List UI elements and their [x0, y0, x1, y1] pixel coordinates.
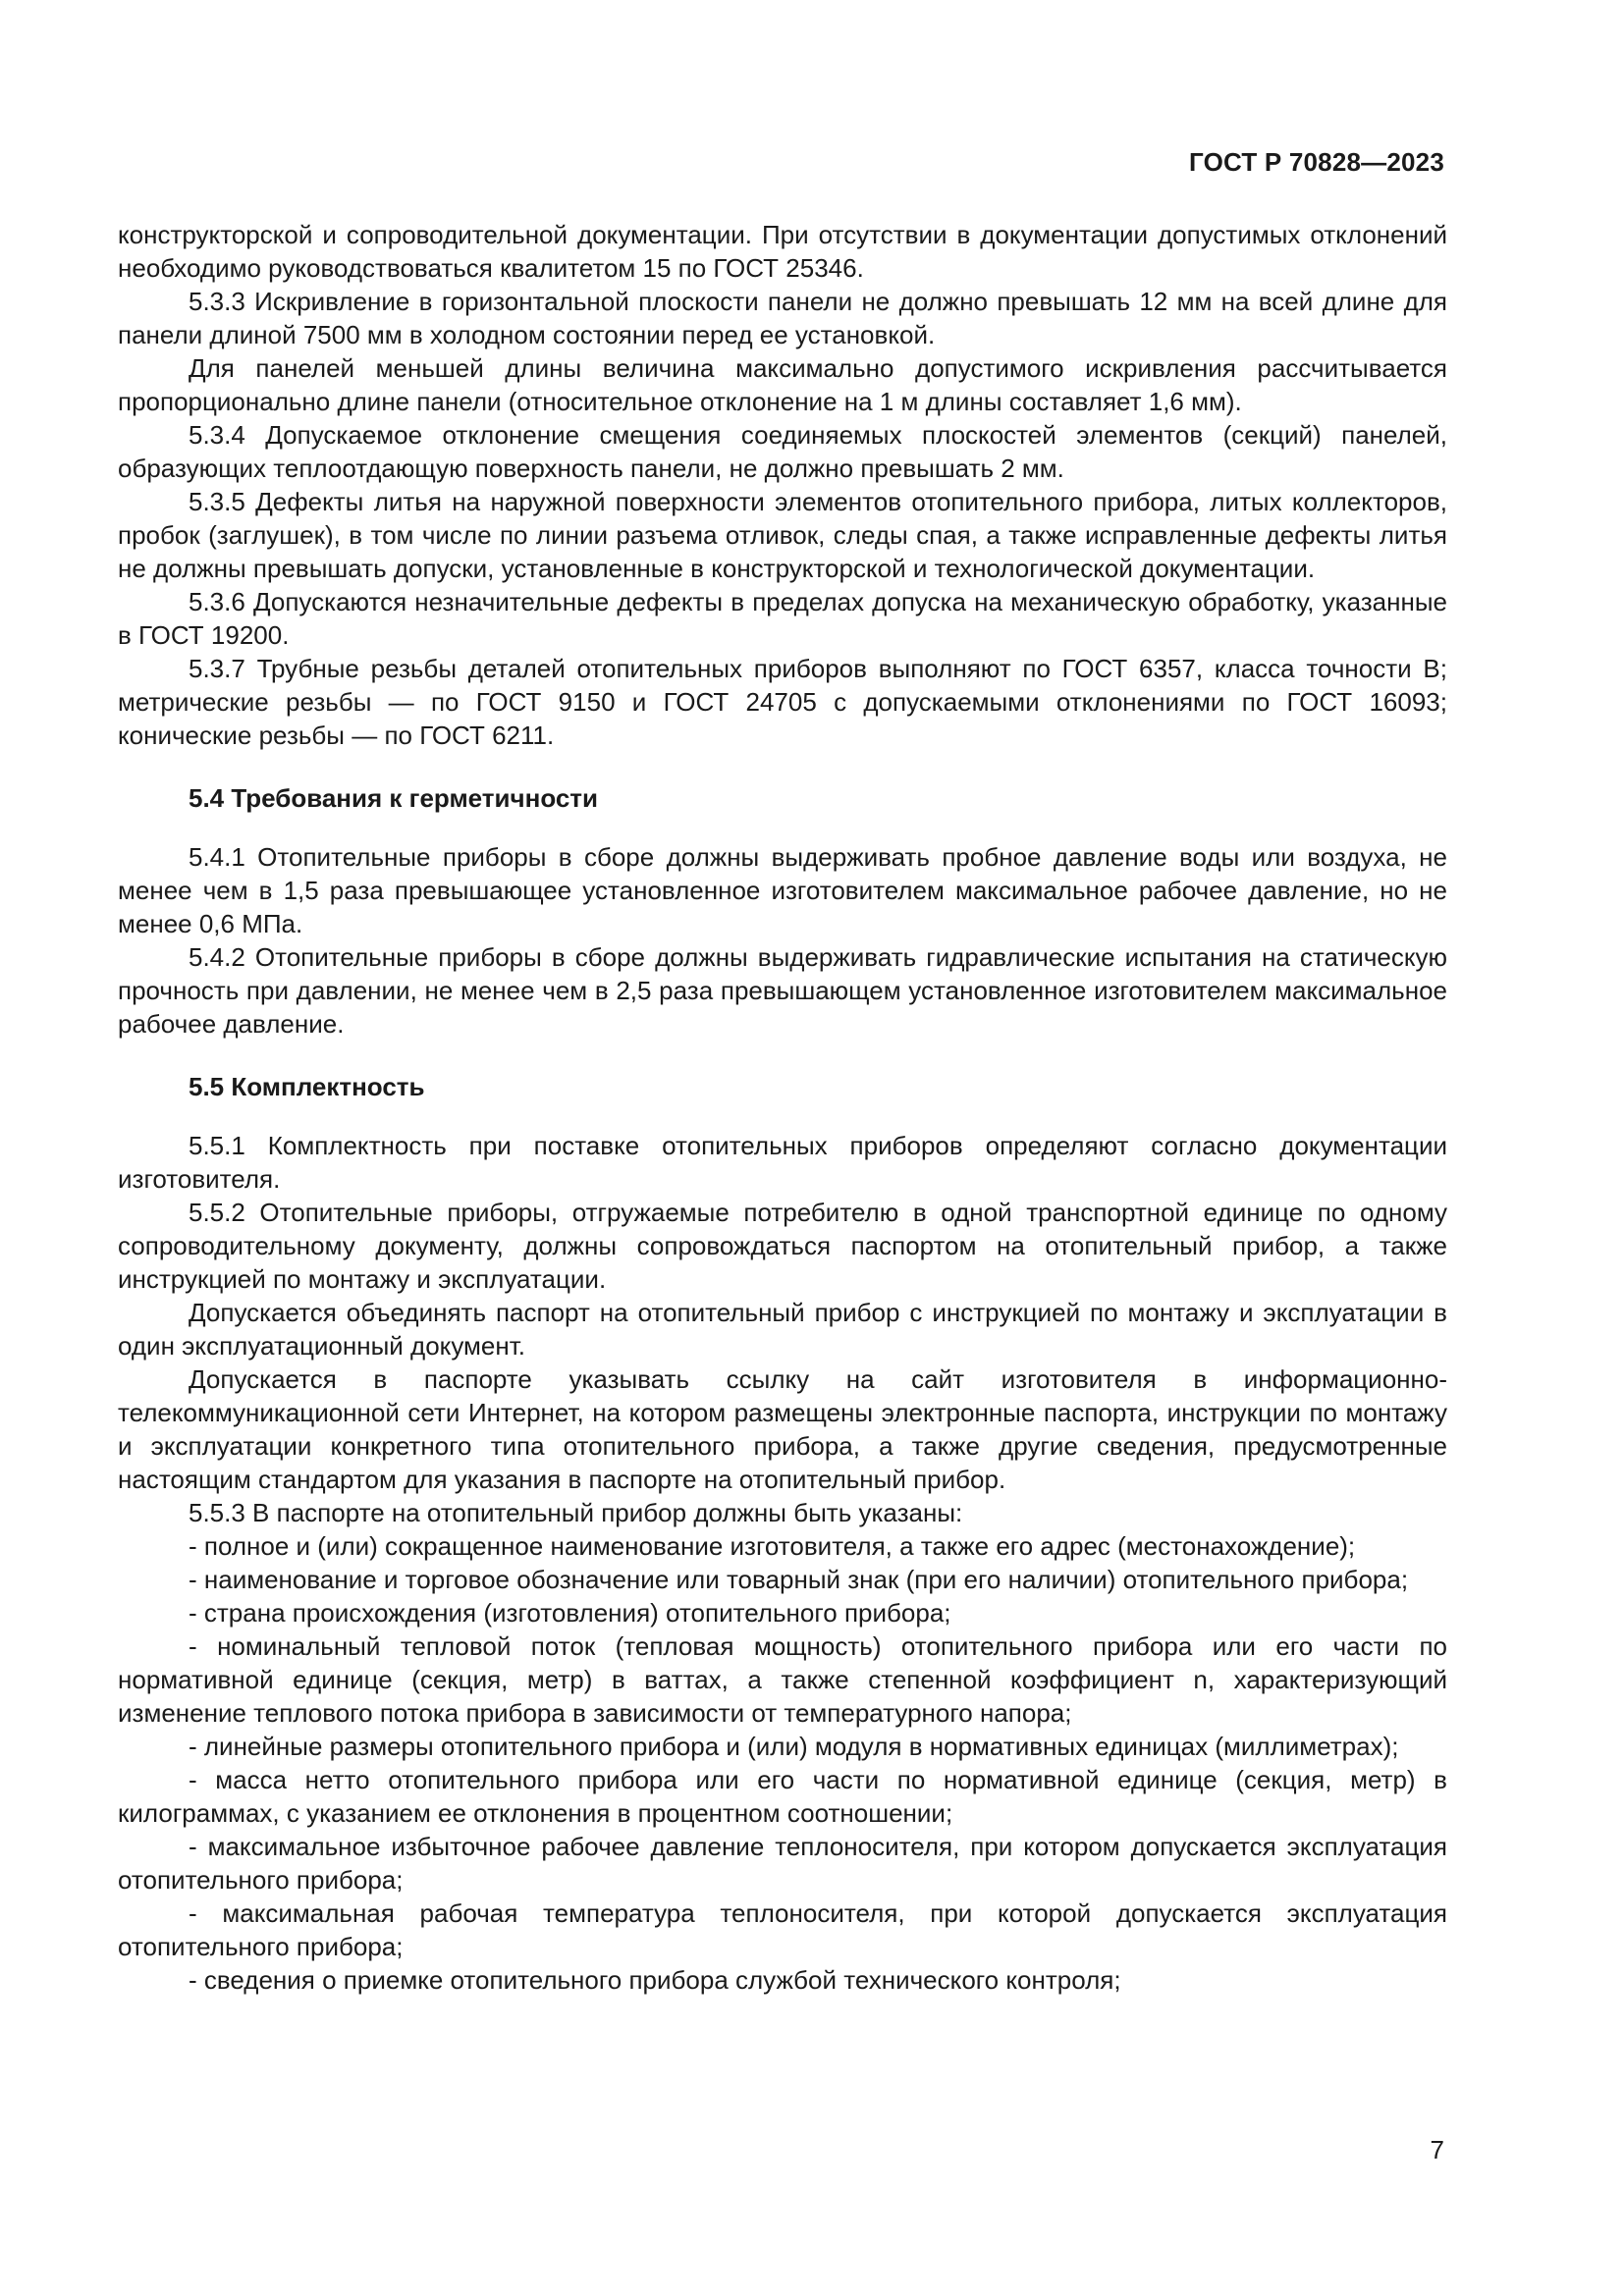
section-heading-5-4: 5.4 Требования к герметичности — [189, 783, 599, 813]
list-item: - максимальное избыточное рабочее давление теплоносителя, при котором допускается эксплуатация отопительного прибора; — [118, 1832, 1447, 1895]
clause-5-3-3-note: Для панелей меньшей длины величина максимально допустимого искривления рассчитывается пропорционально длине панели (относительное отклонение на 1 м длины составляет 1,6 мм). — [118, 353, 1447, 416]
clause-5-5-2: 5.5.2 Отопительные приборы, отгружаемые потребителю в одной транспортной единице по одному сопроводительному документу, должны сопровождаться паспортом на отопительный прибор, а также инструкцией по монтажу и эксплуатации. — [118, 1198, 1447, 1294]
clause-5-3-5: 5.3.5 Дефекты литья на наружной поверхности элементов отопительного прибора, литых коллекторов, пробок (заглушек), в том числе по линии разъема отливок, следы спая, а также исправленные дефекты литья не должны превышать допуски, установленные в конструкторской и технологической документации. — [118, 487, 1447, 583]
list-item: - сведения о приемке отопительного прибора службой технического контроля; — [189, 1965, 1121, 1995]
clause-5-5-2-note-2: Допускается в паспорте указывать ссылку на сайт изготовителя в информационно-телекоммуникационной сети Интернет, на котором размещены электронные паспорта, инструкции по монтажу и эксплуатации конкретного типа отопительного прибора, а также другие сведения, предусмотренные настоящим стандартом для указания в паспорте на отопительный прибор. — [118, 1364, 1447, 1494]
list-item: - наименование и торговое обозначение или товарный знак (при его наличии) отопительного прибора; — [189, 1565, 1409, 1594]
clause-5-3-6: 5.3.6 Допускаются незначительные дефекты в пределах допуска на механическую обработку, указанные в ГОСТ 19200. — [118, 587, 1447, 650]
clause-5-3-7: 5.3.7 Трубные резьбы деталей отопительных приборов выполняют по ГОСТ 6357, класса точности В; метрические резьбы — по ГОСТ 9150 и ГОСТ 24705 с допускаемыми отклонениями по ГОСТ 16093; конические резьбы — по ГОСТ 6211. — [118, 654, 1447, 750]
clause-5-4-2: 5.4.2 Отопительные приборы в сборе должны выдерживать гидравлические испытания на статическую прочность при давлении, не менее чем в 2,5 раза превышающем установленное изготовителем максимальное рабочее давление. — [118, 942, 1447, 1039]
clause-5-5-1: 5.5.1 Комплектность при поставке отопительных приборов определяют согласно документации изготовителя. — [118, 1131, 1447, 1194]
list-item: - полное и (или) сокращенное наименование изготовителя, а также его адрес (местонахождение); — [189, 1531, 1356, 1561]
list-item: - максимальная рабочая температура теплоносителя, при которой допускается эксплуатация отопительного прибора; — [118, 1898, 1447, 1961]
list-item: - линейные размеры отопительного прибора и (или) модуля в нормативных единицах (миллиметрах); — [189, 1732, 1399, 1761]
clause-5-4-1: 5.4.1 Отопительные приборы в сборе должны выдерживать пробное давление воды или воздуха, не менее чем в 1,5 раза превышающее установленное изготовителем максимальное рабочее давление, но не менее 0,6 МПа. — [118, 842, 1447, 938]
clause-5-5-3: 5.5.3 В паспорте на отопительный прибор должны быть указаны: — [189, 1498, 963, 1527]
section-heading-5-5: 5.5 Комплектность — [189, 1072, 425, 1101]
clause-5-3-3: 5.3.3 Искривление в горизонтальной плоскости панели не должно превышать 12 мм на всей длине для панели длиной 7500 мм в холодном состоянии перед ее установкой. — [118, 287, 1447, 349]
paragraph-continuation: конструкторской и сопроводительной документации. При отсутствии в документации допустимых отклонений необходимо руководствоваться квалитетом 15 по ГОСТ 25346. — [118, 220, 1447, 283]
clause-5-5-2-note-1: Допускается объединять паспорт на отопительный прибор с инструкцией по монтажу и эксплуатации в один эксплуатационный документ. — [118, 1298, 1447, 1361]
list-item: - страна происхождения (изготовления) отопительного прибора; — [189, 1598, 951, 1628]
document-id-header: ГОСТ Р 70828—2023 — [1189, 147, 1444, 177]
clause-5-3-4: 5.3.4 Допускаемое отклонение смещения соединяемых плоскостей элементов (секций) панелей, образующих теплоотдающую поверхность панели, не должно превышать 2 мм. — [118, 420, 1447, 483]
document-body — [118, 218, 1447, 1997]
page-number: 7 — [1430, 2135, 1444, 2164]
list-item: - номинальный тепловой поток (тепловая мощность) отопительного прибора или его части по нормативной единице (секция, метр) в ваттах, а также степенной коэффициент n, характеризующий изменение теплового потока прибора в зависимости от температурного напора; — [118, 1631, 1447, 1728]
list-item: - масса нетто отопительного прибора или его части по нормативной единице (секция, метр) в килограммах, с указанием ее отклонения в процентном соотношении; — [118, 1765, 1447, 1828]
